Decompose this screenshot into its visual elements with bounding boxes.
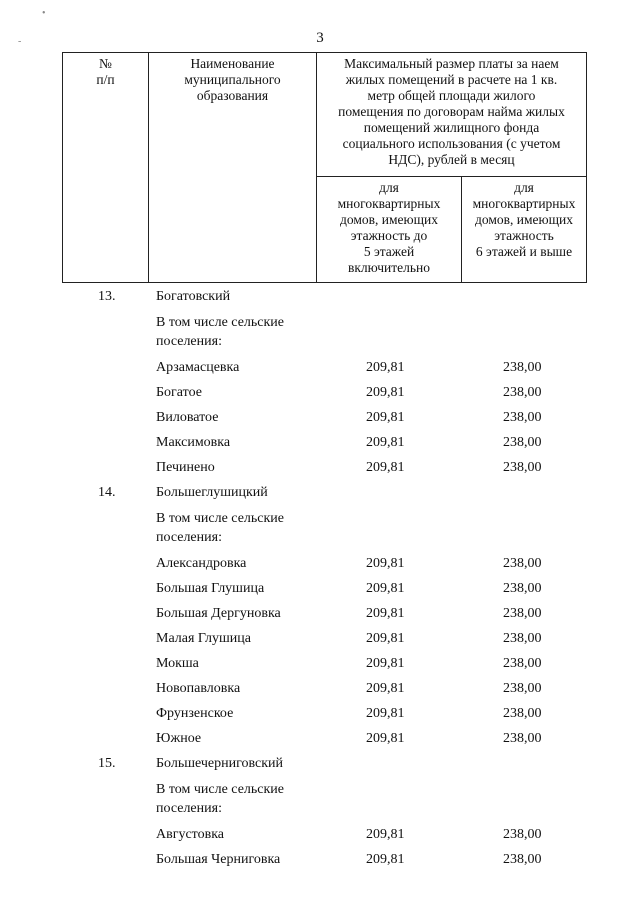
settlement-row [0,459,640,484]
price-up-to-5-floors: 209,81 [366,681,405,696]
settlements-subheading [0,780,640,826]
district-name: Богатовский [156,289,231,304]
settlement-row [0,680,640,705]
price-up-to-5-floors: 209,81 [366,460,405,475]
settlement-row [0,605,640,630]
price-6-floors-plus: 238,00 [503,556,542,571]
settlement-name: Максимовка [156,435,231,450]
settlement-row [0,580,640,605]
scan-speck: • [42,8,46,19]
price-6-floors-plus: 238,00 [503,385,542,400]
header-col-name: Наименование муниципального образования [149,53,317,283]
settlement-row [0,851,640,876]
price-up-to-5-floors: 209,81 [366,827,405,842]
settlement-name: Александровка [156,556,247,571]
price-up-to-5-floors: 209,81 [366,360,405,375]
price-6-floors-plus: 238,00 [503,360,542,375]
settlement-name: Большая Дергуновка [156,606,281,621]
settlement-name: Виловатое [156,410,219,425]
settlement-row [0,409,640,434]
subheading-text: В том числе сельские поселения: [156,782,285,816]
settlement-name: Богатое [156,385,202,400]
header-col-up-to-5-floors: для многоквартирных домов, имеющих этажность до 5 этажей включительно [317,177,462,283]
settlements-subheading [0,509,640,555]
settlement-name: Августовка [156,827,225,842]
price-6-floors-plus: 238,00 [503,460,542,475]
price-up-to-5-floors: 209,81 [366,606,405,621]
price-up-to-5-floors: 209,81 [366,731,405,746]
price-up-to-5-floors: 209,81 [366,581,405,596]
district-row [0,288,640,313]
settlements-subheading [0,313,640,359]
settlement-row [0,730,640,755]
price-6-floors-plus: 238,00 [503,852,542,867]
settlement-name: Большая Черниговка [156,852,281,867]
district-name: Большечерниговский [156,756,284,771]
subheading-text: В том числе сельские поселения: [156,511,285,545]
subheading-text: В том числе сельские поселения: [156,315,285,349]
header-col-6-floors-plus: для многоквартирных домов, имеющих этажность 6 этажей и выше [462,177,587,283]
settlement-row [0,630,640,655]
settlement-row [0,655,640,680]
settlement-row [0,384,640,409]
settlement-name: Мокша [156,656,199,671]
tariff-rows [0,288,640,876]
settlement-name: Фрунзенское [156,706,234,721]
settlement-name: Южное [156,731,202,746]
price-6-floors-plus: 238,00 [503,435,542,450]
settlement-name: Арзамасцевка [156,360,240,375]
price-up-to-5-floors: 209,81 [366,410,405,425]
scan-speck: - [18,36,22,47]
price-6-floors-plus: 238,00 [503,681,542,696]
settlement-row [0,555,640,580]
price-6-floors-plus: 238,00 [503,606,542,621]
price-6-floors-plus: 238,00 [503,706,542,721]
tariff-table-header [62,52,587,283]
price-6-floors-plus: 238,00 [503,631,542,646]
page-number: 3 [316,30,324,46]
district-name: Большеглушицкий [156,485,268,500]
settlement-row [0,705,640,730]
price-up-to-5-floors: 209,81 [366,385,405,400]
price-up-to-5-floors: 209,81 [366,852,405,867]
settlement-row [0,359,640,384]
district-number: 13. [98,289,116,304]
price-up-to-5-floors: 209,81 [366,656,405,671]
price-up-to-5-floors: 209,81 [366,706,405,721]
price-6-floors-plus: 238,00 [503,581,542,596]
district-number: 15. [98,756,116,771]
header-col-number: № п/п [63,53,149,283]
price-6-floors-plus: 238,00 [503,410,542,425]
settlement-name: Печинено [156,460,215,475]
price-6-floors-plus: 238,00 [503,656,542,671]
settlement-name: Малая Глушица [156,631,251,646]
settlement-name: Большая Глушица [156,581,265,596]
settlement-name: Новопавловка [156,681,241,696]
header-col-max-payment: Максимальный размер платы за наем жилых помещений в расчете на 1 кв. метр общей площади жилого помещения по договорам найма жилых помещений жилищного фонда социального использования (с учетом НДС), рублей в месяц [317,53,587,177]
settlement-row [0,434,640,459]
district-row [0,755,640,780]
price-up-to-5-floors: 209,81 [366,435,405,450]
price-up-to-5-floors: 209,81 [366,556,405,571]
price-6-floors-plus: 238,00 [503,731,542,746]
district-row [0,484,640,509]
price-up-to-5-floors: 209,81 [366,631,405,646]
district-number: 14. [98,485,116,500]
settlement-row [0,826,640,851]
price-6-floors-plus: 238,00 [503,827,542,842]
